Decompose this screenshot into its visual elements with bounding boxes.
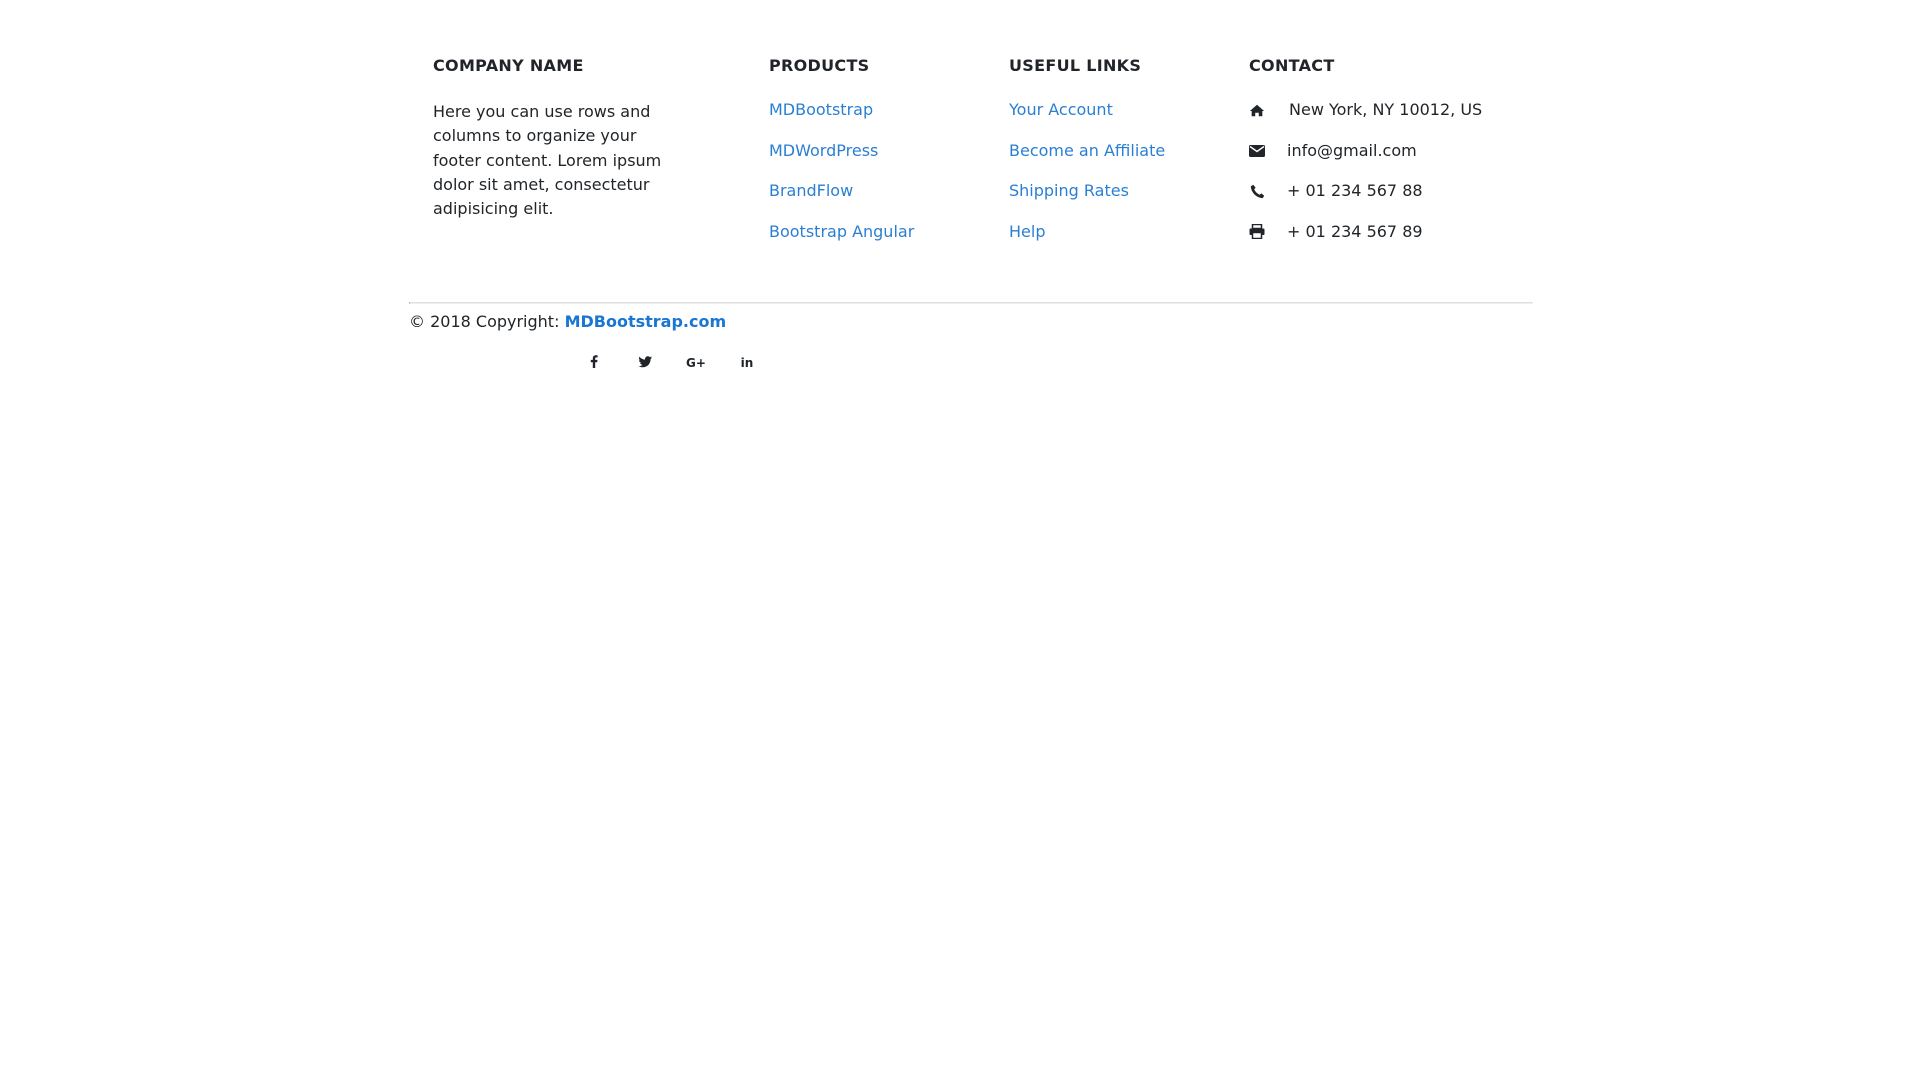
list-item — [1009, 181, 1229, 201]
product-link-bootstrap-angular[interactable]: Bootstrap Angular — [769, 221, 915, 241]
contact-email — [1249, 141, 1539, 161]
link-help[interactable]: Help — [1009, 221, 1046, 241]
company-description: Here you can use rows and columns to organize your footer content. Lorem ipsum dolor sit amet, consectetur adipisicing elit. — [433, 102, 662, 219]
list-item — [769, 181, 989, 201]
company-heading: COMPANY NAME — [433, 56, 584, 75]
google-plus-icon: G+ — [686, 356, 706, 370]
list-item — [769, 100, 989, 120]
envelope-icon — [1249, 143, 1265, 159]
contact-fax-text: + 01 234 567 89 — [1287, 221, 1423, 241]
home-icon — [1249, 102, 1265, 118]
contact-address-text: New York, NY 10012, US — [1289, 100, 1483, 119]
facebook-icon — [590, 355, 598, 371]
google-plus-button[interactable] — [682, 354, 710, 372]
contact-fax — [1249, 222, 1539, 242]
list-item — [1009, 100, 1229, 120]
copyright-text — [409, 312, 726, 332]
contact-column — [1249, 56, 1539, 262]
useful-links-heading: USEFUL LINKS — [1009, 56, 1142, 75]
product-link-brandflow[interactable]: BrandFlow — [769, 181, 854, 200]
list-item — [769, 141, 989, 161]
twitter-icon — [638, 356, 652, 371]
copyright-prefix: © 2018 Copyright: — [409, 312, 560, 331]
twitter-button[interactable] — [631, 354, 659, 372]
products-column — [769, 56, 989, 262]
footer-divider — [409, 302, 1533, 304]
product-link-mdwordpress[interactable]: MDWordPress — [769, 140, 879, 160]
contact-phone — [1249, 181, 1539, 201]
link-shipping-rates[interactable]: Shipping Rates — [1009, 181, 1129, 200]
contact-email-text: info@gmail.com — [1287, 140, 1417, 160]
contact-heading: CONTACT — [1249, 56, 1335, 75]
copyright-link[interactable]: MDBootstrap.com — [564, 312, 727, 331]
product-link-mdbootstrap[interactable]: MDBootstrap — [769, 100, 874, 119]
print-icon — [1249, 224, 1265, 240]
products-list — [769, 100, 989, 242]
facebook-button[interactable] — [580, 354, 608, 372]
useful-links-list — [1009, 100, 1229, 242]
social-buttons — [580, 354, 784, 372]
linkedin-icon: in — [740, 356, 754, 370]
company-column — [433, 56, 683, 221]
list-item — [1009, 141, 1229, 161]
useful-links-column — [1009, 56, 1229, 262]
link-your-account[interactable]: Your Account — [1009, 100, 1113, 119]
list-item — [769, 222, 989, 242]
list-item — [1009, 222, 1229, 242]
linkedin-button[interactable] — [733, 354, 761, 372]
link-become-affiliate[interactable]: Become an Affiliate — [1009, 140, 1166, 160]
phone-icon — [1249, 183, 1265, 199]
contact-phone-text: + 01 234 567 88 — [1287, 181, 1423, 200]
products-heading: PRODUCTS — [769, 56, 870, 75]
contact-address — [1249, 100, 1539, 120]
